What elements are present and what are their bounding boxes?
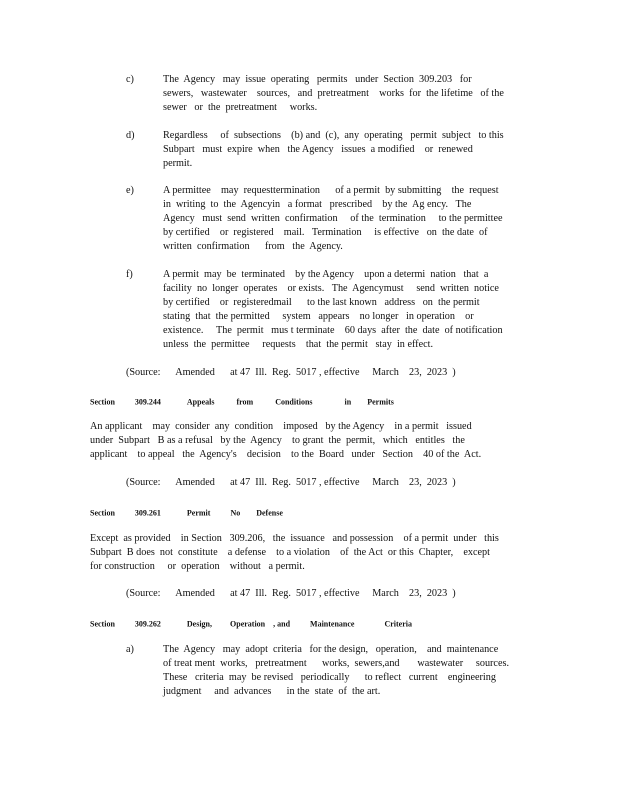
heading-word: 309.261 <box>134 508 161 518</box>
text-line: A permit may be terminated by the Agency upon a determi nation that a <box>163 269 489 280</box>
heading-word: , and <box>273 619 291 629</box>
text-line: under Subpart B as a refusal by the Agency to grant the permit, which entitles the <box>90 435 465 446</box>
text-line: by certified or registered mail. Termination is effective on the date of <box>163 227 488 238</box>
heading-word: Section <box>90 397 115 407</box>
text-line: An applicant may consider any condition imposed by the Agency in a permit issued <box>90 421 472 432</box>
text-line: A permittee may requesttermination of a permit by submitting the request <box>163 185 499 196</box>
text-line: judgment and advances in the state of the art. <box>163 686 381 697</box>
text-line: Subpart must expire when the Agency issues a modified or renewed <box>163 144 473 155</box>
text-line: of treat ment works, pretreatment works, sewers,and wastewater sources. <box>163 658 509 669</box>
text-line: in writing to the Agencyin a format prescribed by the Ag ency. The <box>163 199 472 210</box>
heading-word: Maintenance <box>310 619 355 629</box>
heading-word: No <box>230 508 241 518</box>
text-line: stating that the permitted system appears no longer in operation or <box>163 311 474 322</box>
source-note: (Source: Amended at 47 Ill. Reg. 5017 , effective March 23, 2023 ) <box>126 588 456 599</box>
subsection-text <box>163 73 523 115</box>
text-line: Subpart B does not constitute a defense to a violation of the Act or this Chapter, except <box>90 547 490 558</box>
subsection-label: d) <box>126 130 135 141</box>
heading-word: Permits <box>367 397 394 407</box>
text-line: unless the permittee requests that the permit stay in effect. <box>163 339 433 350</box>
subsection-label: f) <box>126 269 133 280</box>
heading-word: Appeals <box>186 397 215 407</box>
section-heading-309-244 <box>90 396 394 408</box>
text-line: Regardless of subsections (b) and (c), any operating permit subject to this <box>163 130 504 141</box>
section-paragraph <box>90 420 530 462</box>
text-line: Agency must send written confirmation of the termination to the permittee <box>163 213 503 224</box>
heading-word: in <box>344 397 352 407</box>
section-paragraph <box>90 532 530 574</box>
subsection-label: e) <box>126 185 134 196</box>
subsection-text <box>163 129 523 171</box>
text-line: Except as provided in Section 309.206, the issuance and possession of a permit under this <box>90 533 499 544</box>
text-line: applicant to appeal the Agency's decision to the Board under Section 40 of the Act. <box>90 449 482 460</box>
subsection-text <box>163 643 523 699</box>
heading-word: Defense <box>256 508 283 518</box>
heading-word: Section <box>90 508 115 518</box>
subsection-text <box>163 184 523 254</box>
text-line: by certified or registeredmail to the last known address on the permit <box>163 297 480 308</box>
heading-word: Design, <box>186 619 213 629</box>
text-line: The Agency may issue operating permits under Section 309.203 for <box>163 74 472 85</box>
text-line: These criteria may be revised periodically to reflect current engineering <box>163 672 496 683</box>
heading-word: Conditions <box>275 397 313 407</box>
subsection-text <box>163 268 523 352</box>
heading-word: 309.244 <box>134 397 161 407</box>
text-line: The Agency may adopt criteria for the design, operation, and maintenance <box>163 644 499 655</box>
heading-word: from <box>236 397 254 407</box>
section-heading-309-262 <box>90 618 412 630</box>
text-line: sewer or the pretreatment works. <box>163 102 318 113</box>
heading-word: Operation <box>230 619 266 629</box>
heading-word: Section <box>90 619 115 629</box>
heading-word: Permit <box>186 508 211 518</box>
source-note: (Source: Amended at 47 Ill. Reg. 5017 , effective March 23, 2023 ) <box>126 477 456 488</box>
text-line: written confirmation from the Agency. <box>163 241 343 252</box>
text-line: facility no longer operates or exists. The Agencymust send written notice <box>163 283 499 294</box>
subsection-label: c) <box>126 74 134 85</box>
text-line: sewers, wastewater sources, and pretreatment works for the lifetime of the <box>163 88 504 99</box>
text-line: permit. <box>163 158 193 169</box>
source-note: (Source: Amended at 47 Ill. Reg. 5017 , effective March 23, 2023 ) <box>126 367 456 378</box>
heading-word: 309.262 <box>134 619 161 629</box>
section-heading-309-261 <box>90 507 283 519</box>
heading-word: Criteria <box>384 619 413 629</box>
subsection-label: a) <box>126 644 134 655</box>
text-line: for construction or operation without a permit. <box>90 561 305 572</box>
text-line: existence. The permit mus t terminate 60 days after the date of notification <box>163 325 503 336</box>
